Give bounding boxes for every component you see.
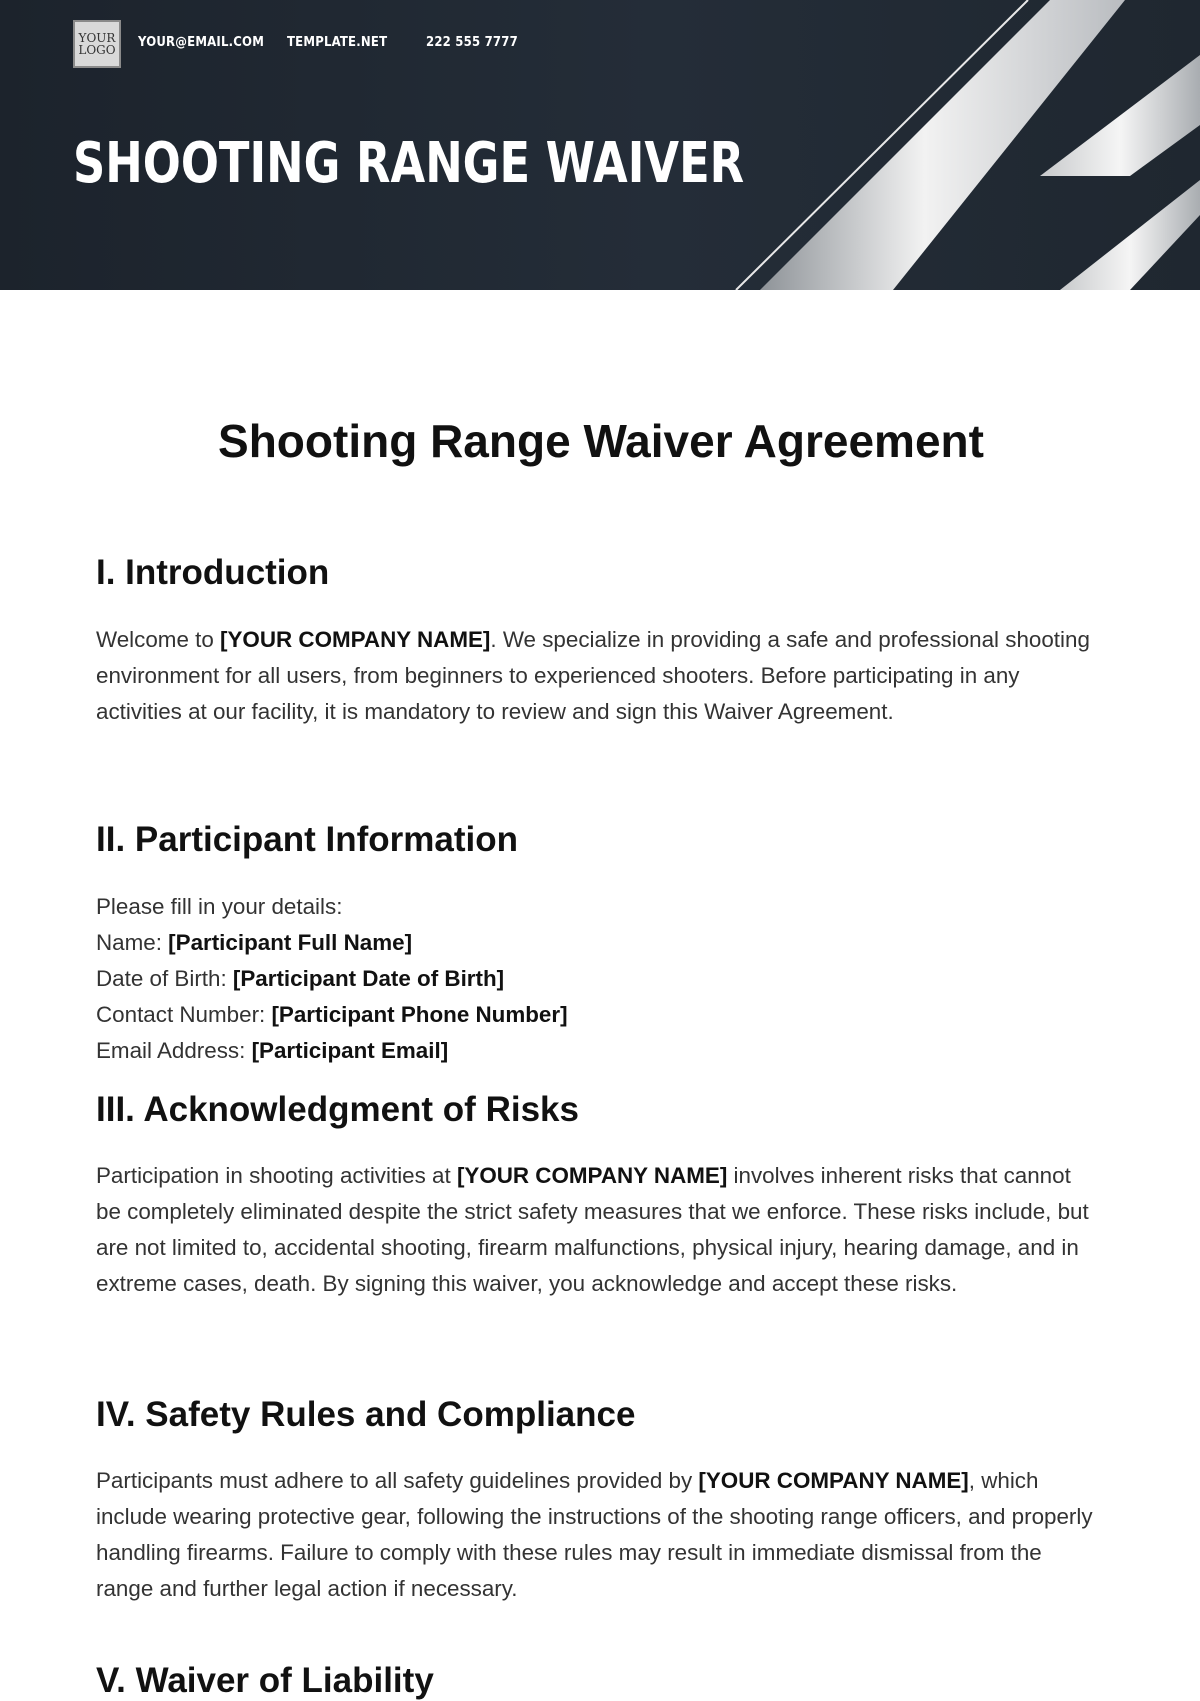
field-value: [Participant Email]	[251, 1038, 449, 1063]
participant-field-name	[96, 925, 1101, 961]
document-title: Shooting Range Waiver Agreement	[218, 415, 984, 467]
participant-field-email	[96, 1033, 1101, 1069]
field-value: [Participant Phone Number]	[271, 1002, 568, 1027]
section-heading-waiver-of-liability: V. Waiver of Liability	[96, 1661, 434, 1700]
header-title: SHOOTING RANGE WAIVER	[73, 131, 745, 196]
company-logo	[73, 20, 121, 68]
header-banner	[0, 0, 1200, 290]
header-website: TEMPLATE.NET	[287, 35, 388, 50]
safety-text-before: Participants must adhere to all safety guidelines provided by	[96, 1468, 699, 1493]
risks-text-before: Participation in shooting activities at	[96, 1163, 457, 1188]
section-heading-participant-information: II. Participant Information	[96, 820, 518, 859]
company-name-placeholder: [YOUR COMPANY NAME]	[698, 1468, 969, 1493]
participant-prompt: Please fill in your details:	[96, 894, 343, 919]
participant-field-dob	[96, 961, 1101, 997]
field-label: Contact Number:	[96, 1002, 272, 1027]
company-name-placeholder: [YOUR COMPANY NAME]	[220, 627, 491, 652]
safety-paragraph	[96, 1463, 1101, 1607]
field-label: Name:	[96, 930, 169, 955]
risks-text-after: involves inherent risks that cannot be completely eliminated despite the strict safety measures that we enforce. These risks include, but are not limited to, accidental shooting, firearm malfunctions, physical injury, hearing damage, and in extreme cases, death. By signing this waiver, you acknowledge and accept these risks.	[96, 1163, 1089, 1296]
logo-text-line1: YOUR	[78, 31, 116, 45]
field-label: Email Address:	[96, 1038, 252, 1063]
intro-text-after: . We specialize in providing a safe and professional shooting environment for all users, from beginners to experienced shooters. Before participating in any activities at our facility, it is mandatory to review and sign this Waiver Agreement.	[96, 627, 1090, 724]
introduction-paragraph	[96, 622, 1101, 730]
field-value: [Participant Date of Birth]	[232, 966, 505, 991]
header-email: YOUR@EMAIL.COM	[138, 35, 265, 50]
section-heading-introduction: I. Introduction	[96, 553, 330, 592]
field-value: [Participant Full Name]	[168, 930, 413, 955]
field-label: Date of Birth:	[96, 966, 233, 991]
company-name-placeholder: [YOUR COMPANY NAME]	[456, 1163, 728, 1188]
participant-information-block	[96, 889, 1101, 1069]
section-heading-acknowledgment-of-risks: III. Acknowledgment of Risks	[96, 1090, 579, 1129]
section-heading-safety-rules: IV. Safety Rules and Compliance	[96, 1395, 636, 1434]
header-phone: 222 555 7777	[426, 35, 518, 50]
safety-text-after: , which include wearing protective gear, following the instructions of the shooting range officers, and properly handling firearms. Failure to comply with these rules may result in immediate dismissal from the range and further legal action if necessary.	[96, 1468, 1093, 1601]
risks-paragraph	[96, 1158, 1101, 1302]
intro-text-before: Welcome to	[96, 627, 221, 652]
logo-text-line2: LOGO	[78, 43, 116, 57]
participant-field-phone	[96, 997, 1101, 1033]
